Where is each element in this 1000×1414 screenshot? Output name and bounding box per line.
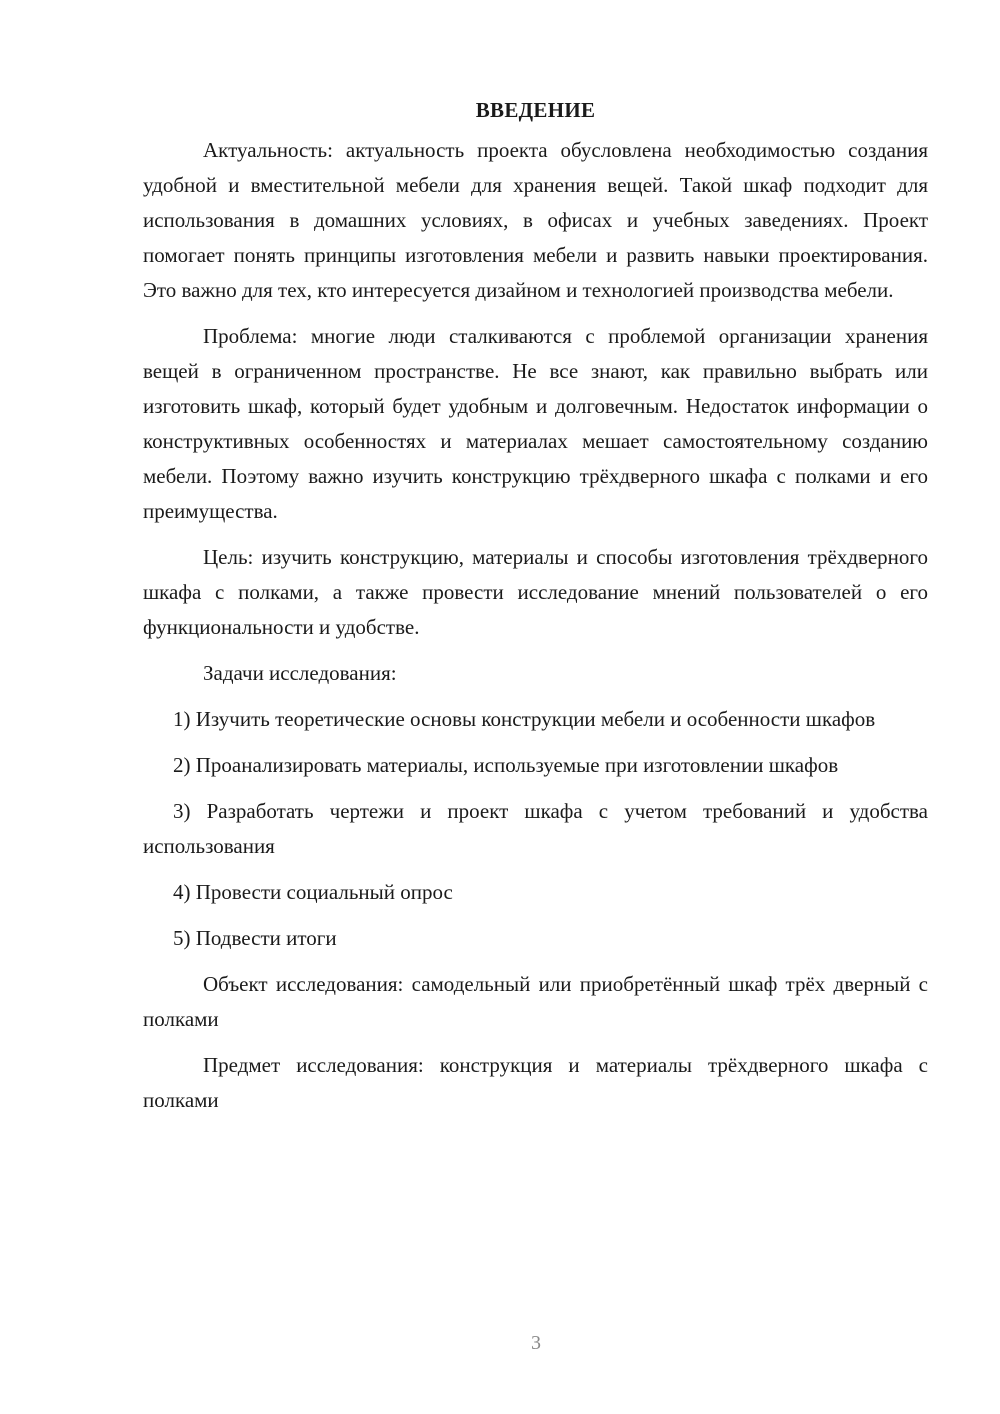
document-page	[143, 92, 928, 1129]
section-title: ВВЕДЕНИЕ	[475, 98, 596, 122]
paragraph-problem: Проблема: многие люди сталкиваются с проблемой организации хранения вещей в ограниченном пространстве. Не все знают, как правильно выбрать или изготовить шкаф, который будет удобным и долговечным. Недостаток информации о конструктивных особенностях и материалах мешает самостоятельному созданию мебели. Поэтому важно изучить конструкцию трёхдверного шкафа с полками и его преимущества.	[143, 324, 928, 523]
paragraph-object: Объект исследования: самодельный или приобретённый шкаф трёх дверный с полками	[143, 972, 928, 1031]
page-number: 3	[531, 1332, 541, 1354]
task-item-3: 3) Разработать чертежи и проект шкафа с учетом требований и удобства использования	[143, 799, 928, 858]
paragraph-relevance: Актуальность: актуальность проекта обусловлена необходимостью создания удобной и вместительной мебели для хранения вещей. Такой шкаф подходит для использования в домашних условиях, в офисах и учебных заведениях. Проект помогает понять принципы изготовления мебели и развить навыки проектирования. Это важно для тех, кто интересуется дизайном и технологией производства мебели.	[143, 138, 928, 302]
paragraph-tasks-heading: Задачи исследования:	[203, 661, 397, 685]
task-item-1: 1) Изучить теоретические основы конструкции мебели и особенности шкафов	[173, 707, 876, 731]
paragraph-subject: Предмет исследования: конструкция и материалы трёхдверного шкафа с полками	[143, 1053, 928, 1112]
task-item-4: 4) Провести социальный опрос	[173, 880, 453, 904]
paragraph-goal: Цель: изучить конструкцию, материалы и способы изготовления трёхдверного шкафа с полками, а также провести исследование мнений пользователей о его функциональности и удобстве.	[143, 545, 928, 639]
task-item-2: 2) Проанализировать материалы, используемые при изготовлении шкафов	[173, 753, 839, 777]
task-item-5: 5) Подвести итоги	[173, 926, 337, 950]
